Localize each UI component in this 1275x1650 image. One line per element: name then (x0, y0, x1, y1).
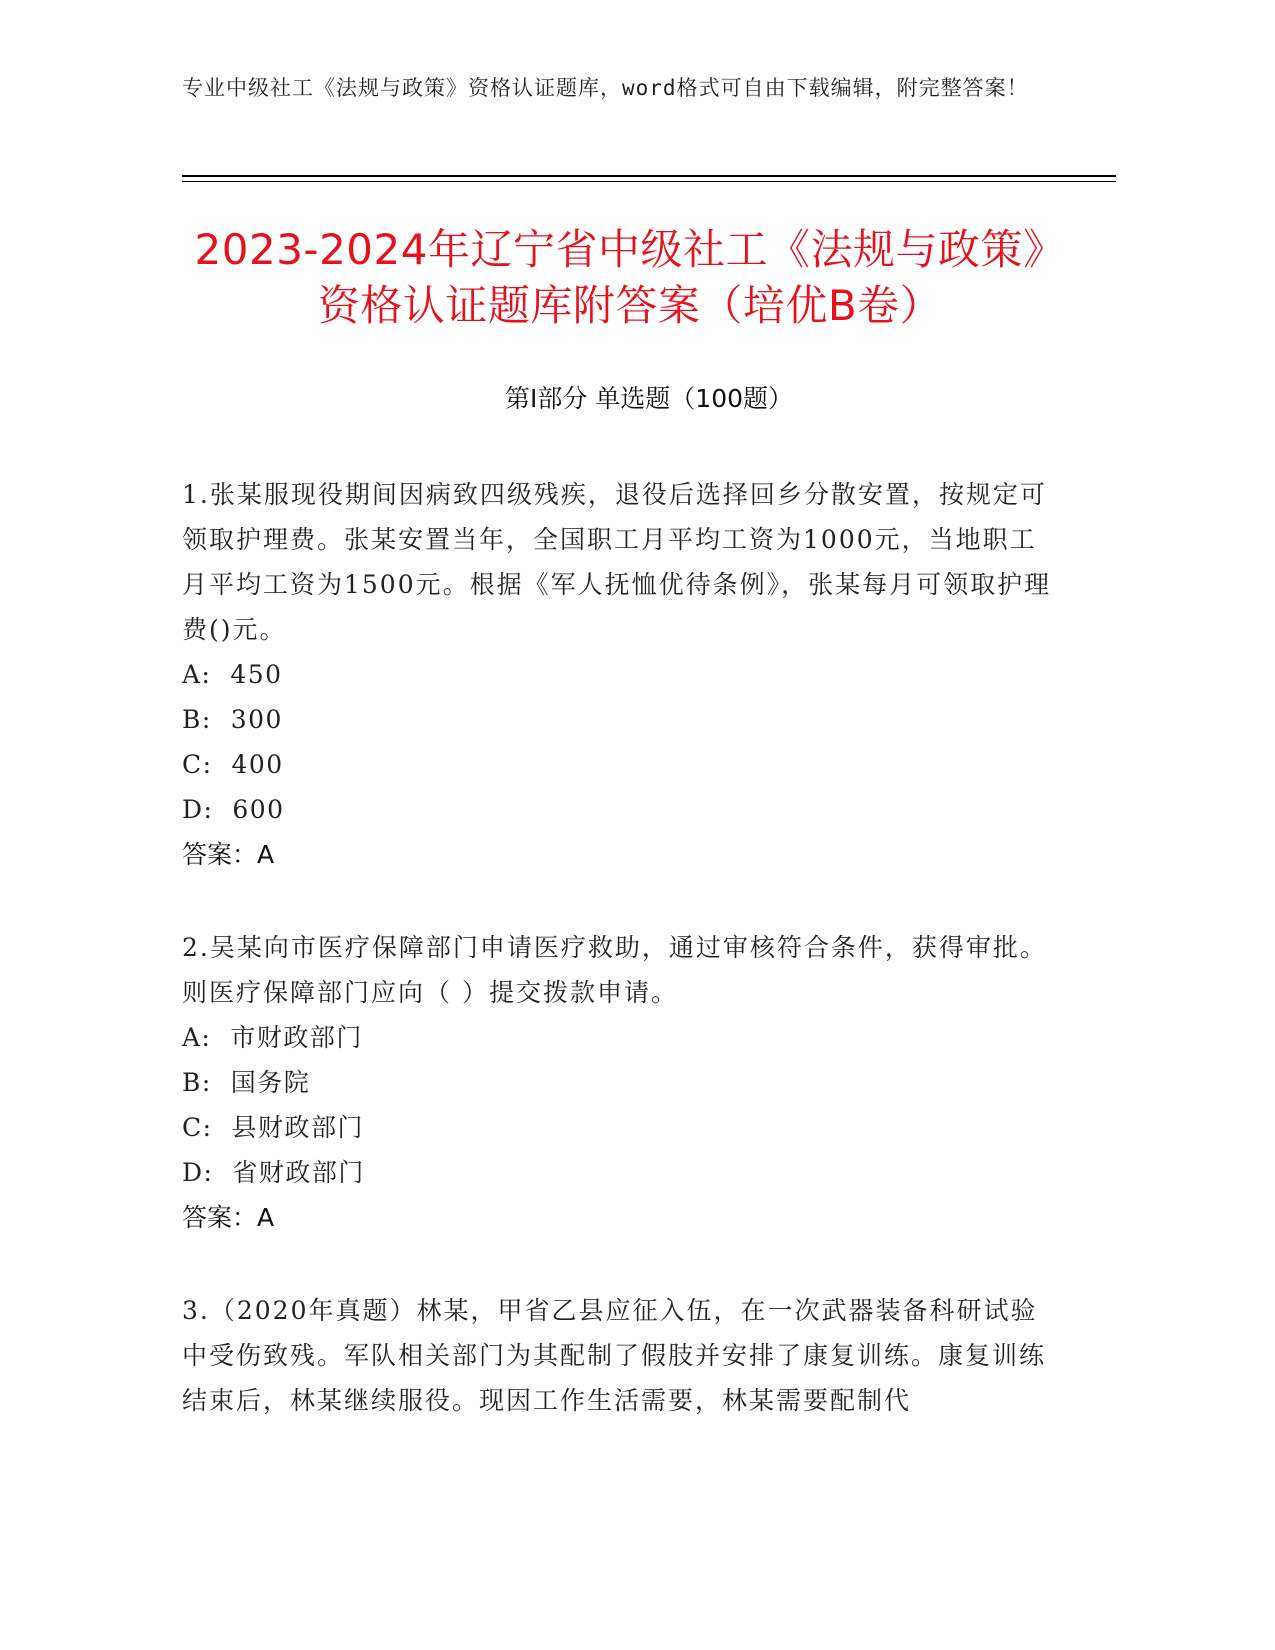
option-a: A: 450 (182, 660, 283, 689)
question-2 (182, 925, 1062, 1240)
answer: 答案：A (182, 840, 275, 869)
question-text: 3.（2020年真题）林某，甲省乙县应征入伍，在一次武器装备科研试验中受伤致残。军队相关部门为其配制了假肢并安排了康复训练。康复训练结束后，林某继续服役。现因工作生活需要，林某需要配制代 (182, 1296, 1047, 1415)
question-1 (182, 472, 1062, 877)
question-text: 1.张某服现役期间因病致四级残疾，退役后选择回乡分散安置，按规定可领取护理费。张某安置当年，全国职工月平均工资为1000元，当地职工月平均工资为1500元。根据《军人抚恤优待条例》，张某每月可领取护理费()元。 (182, 480, 1052, 644)
section-heading: 第Ⅰ部分 单选题（100题） (504, 384, 794, 413)
option-a: A: 市财政部门 (182, 1023, 363, 1052)
option-d: D: 600 (182, 795, 285, 824)
header-note: 专业中级社工《法规与政策》资格认证题库，word格式可自由下载编辑，附完整答案！ (182, 76, 1029, 100)
option-b: B: 国务院 (182, 1068, 311, 1097)
question-3 (182, 1288, 1062, 1423)
option-c: C: 400 (182, 750, 284, 779)
header-divider-thin (182, 181, 1116, 182)
document-title: 2023-2024年辽宁省中级社工《法规与政策》资格认证题库附答案（培优B卷） (194, 225, 1066, 330)
header-divider-thick (182, 175, 1116, 177)
question-list (182, 472, 1062, 1471)
option-c: C: 县财政部门 (182, 1113, 364, 1142)
question-text: 2.吴某向市医疗保障部门申请医疗救助，通过审核符合条件，获得审批。则医疗保障部门应向（ ）提交拨款申请。 (182, 933, 1047, 1007)
answer: 答案：A (182, 1203, 275, 1232)
option-b: B: 300 (182, 705, 283, 734)
option-d: D: 省财政部门 (182, 1158, 365, 1187)
